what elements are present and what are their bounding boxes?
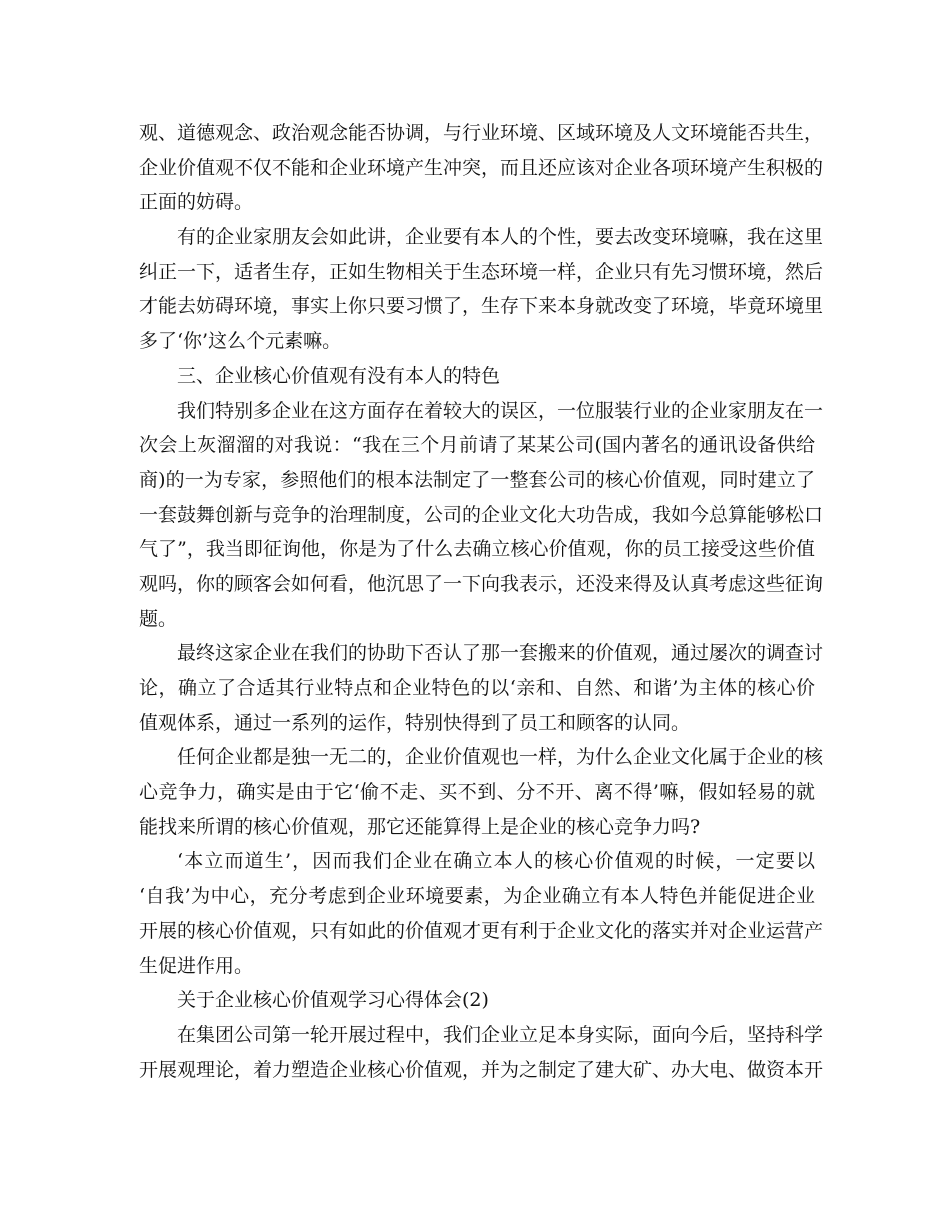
- text-line-content: 观吗，你的顾客会如何看，他沉思了一下向我表示，还没来得及认真考虑这些征询: [139, 572, 824, 595]
- text-line: [139, 324, 815, 359]
- text-line-content: 三、企业核心价值观有没有本人的特色: [177, 364, 501, 387]
- text-line: [139, 567, 824, 602]
- text-line-content: ‘本立而道生’，因而我们企业在确立本人的核心价值观的时候，一定要以: [177, 850, 815, 873]
- text-line-content: 多了‘你’这么个元素嘛。: [139, 330, 342, 353]
- text-line: [139, 359, 815, 394]
- text-line: [139, 532, 815, 567]
- text-line: [139, 394, 824, 429]
- text-line: [139, 498, 824, 533]
- text-line-content: 任何企业都是独一无二的，企业价值观也一样，为什么企业文化属于企业的核: [177, 746, 824, 769]
- text-line: [139, 949, 815, 984]
- text-line: [139, 810, 815, 845]
- text-line: [139, 636, 824, 671]
- text-line-content: 才能去妨碍环境，事实上你只要习惯了，生存下来本身就改变了环境，毕竟环境里: [139, 295, 824, 318]
- text-line-content: 次会上灰溜溜的对我说：“我在三个月前请了某某公司(国内著名的通讯设备供给: [139, 434, 815, 457]
- text-line: [139, 775, 815, 810]
- text-line-content: 气了”，我当即征询他，你是为了什么去确立核心价值观，你的员工接受这些价值: [139, 538, 815, 561]
- text-line: [139, 914, 824, 949]
- text-line: [139, 844, 815, 879]
- text-line-content: 题。: [139, 607, 178, 630]
- text-line-content: 开展观理论，着力塑造企业核心价值观，并为之制定了建大矿、办大电、做资本开: [139, 1058, 824, 1081]
- text-line-content: 开展的核心价值观，只有如此的价值观才更有利于企业文化的落实并对企业运营产: [139, 919, 824, 942]
- text-line: [139, 671, 815, 706]
- text-line: [139, 740, 824, 775]
- text-line-content: 关于企业核心价值观学习心得体会(2): [177, 989, 489, 1012]
- text-line-content: 能找来所谓的核心价值观，那它还能算得上是企业的核心竞争力吗?: [139, 815, 701, 838]
- text-line: [139, 151, 824, 186]
- document-body: [139, 116, 824, 1087]
- text-line-content: 一套鼓舞创新与竞争的治理制度，公司的企业文化大功告成，我如今总算能够松口: [139, 503, 824, 526]
- text-line-content: ‘自我’为中心，充分考虑到企业环境要素，为企业确立有本人特色并能促进企业: [139, 885, 815, 908]
- text-line-content: 在集团公司第一轮开展过程中，我们企业立足本身实际，面向今后，坚持科学: [177, 1023, 824, 1046]
- text-line: [139, 1018, 824, 1053]
- text-line-content: 正面的妨碍。: [139, 191, 254, 214]
- text-line: [139, 983, 815, 1018]
- text-line: [139, 879, 815, 914]
- text-line-content: 我们特别多企业在这方面存在着较大的误区，一位服装行业的企业家朋友在一: [177, 399, 824, 422]
- text-line: [139, 428, 815, 463]
- text-line: [139, 1053, 824, 1088]
- text-line: [139, 255, 824, 290]
- text-line-content: 商)的一为专家，参照他们的根本法制定了一整套公司的核心价值观，同时建立了: [139, 468, 815, 491]
- text-line-content: 企业价值观不仅不能和企业环境产生冲突，而且还应该对企业各项环境产生积极的: [139, 156, 824, 179]
- text-line: [139, 220, 824, 255]
- text-line: [139, 289, 824, 324]
- text-line-content: 最终这家企业在我们的协助下否认了那一套搬来的价值观，通过屡次的调查讨: [177, 642, 824, 665]
- text-line: [139, 185, 815, 220]
- text-line-content: 观、道德观念、政治观念能否协调，与行业环境、区域环境及人文环境能否共生，: [139, 122, 824, 144]
- text-line: [139, 706, 815, 741]
- text-line-content: 有的企业家朋友会如此讲，企业要有本人的个性，要去改变环境嘛，我在这里: [177, 226, 824, 249]
- text-line: [139, 602, 815, 637]
- text-line-content: 生促进作用。: [139, 954, 254, 977]
- text-line: [139, 116, 824, 151]
- text-line-content: 论，确立了合适其行业特点和企业特色的以‘亲和、自然、和谐’为主体的核心价: [139, 677, 815, 699]
- text-line-content: 心竞争力，确实是由于它‘偷不走、买不到、分不开、离不得’嘛，假如轻易的就: [139, 781, 815, 804]
- text-line-content: 纠正一下，适者生存，正如生物相关于生态环境一样，企业只有先习惯环境，然后: [139, 260, 824, 283]
- text-line: [139, 463, 815, 498]
- text-line-content: 值观体系，通过一系列的运作，特别快得到了员工和顾客的认同。: [139, 711, 691, 734]
